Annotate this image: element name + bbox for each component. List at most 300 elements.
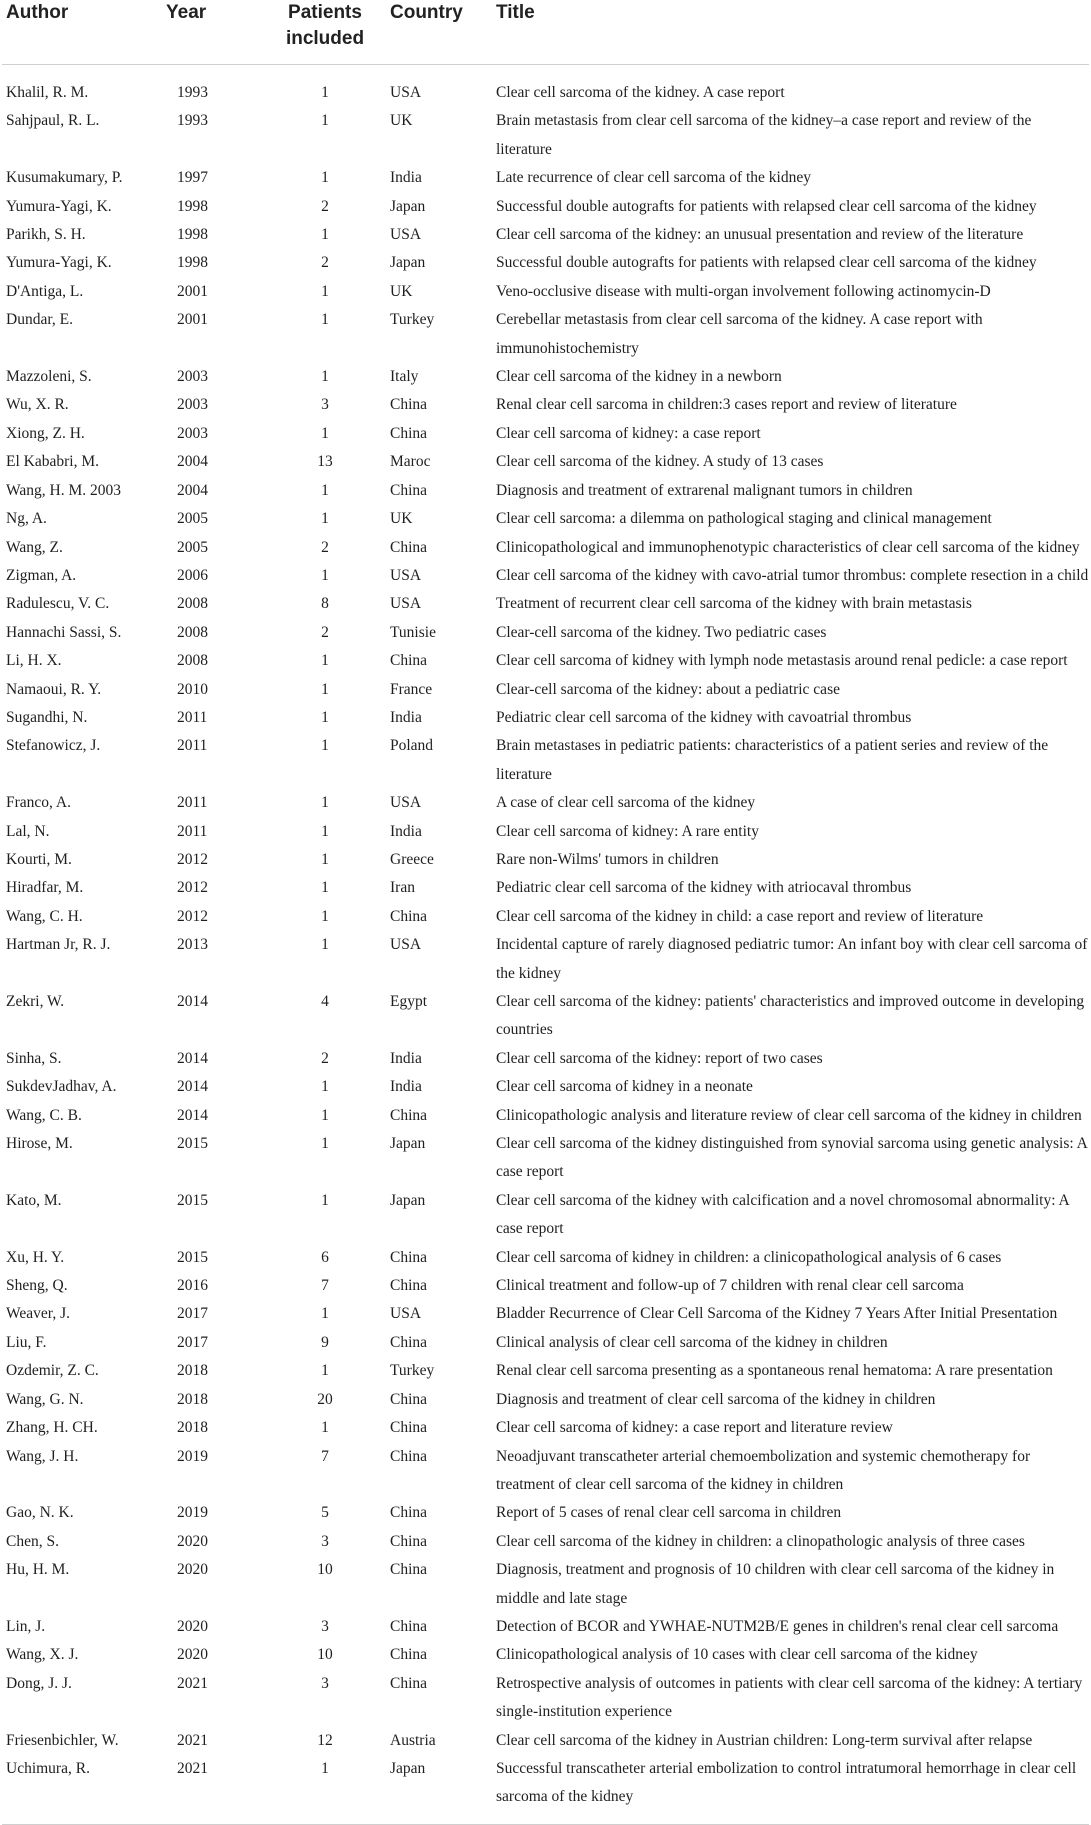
cell-author: Kourti, M. <box>6 850 72 868</box>
cell-patients: 1 <box>321 481 329 499</box>
cell-year: 2014 <box>177 993 208 1010</box>
cell-patients: 1 <box>321 566 329 584</box>
cell-country: USA <box>390 794 422 812</box>
cell-country: France <box>390 680 433 698</box>
table-row <box>2 1300 1089 1328</box>
cell-title: Clear cell sarcoma of kidney in a neonate <box>496 1078 753 1096</box>
table-row <box>2 789 1089 817</box>
table-row <box>2 249 1089 277</box>
cell-author: Li, H. X. <box>6 652 62 670</box>
cell-author: Wang, J. H. <box>6 1447 79 1465</box>
cell-author: Parikh, S. H. <box>6 226 86 244</box>
cell-title: Diagnosis, treatment and prognosis of 10 children with clear cell sarcoma of the kidney in middle and late stage <box>496 1561 1055 1607</box>
table-row <box>2 505 1089 533</box>
cell-patients: 2 <box>321 538 329 556</box>
cell-title: Clear cell sarcoma of the kidney with calcification and a novel chromosomal abnormality: A case report <box>496 1191 1069 1238</box>
table-row <box>2 676 1089 704</box>
cell-year: 2004 <box>177 453 208 471</box>
cell-author: Stefanowicz, J. <box>6 737 101 755</box>
table-body <box>2 65 1089 1825</box>
cell-author: Dong, J. J. <box>6 1674 72 1692</box>
cell-title: Detection of BCOR and YWHAE-NUTM2B/E genes in children's renal clear cell sarcoma <box>496 1617 1059 1635</box>
cell-patients: 20 <box>317 1390 333 1408</box>
cell-author: Gao, N. K. <box>6 1504 74 1522</box>
cell-title: Diagnosis and treatment of clear cell sarcoma of the kidney in children <box>496 1390 936 1408</box>
table-row <box>2 306 1089 363</box>
cell-author: Yumura-Yagi, K. <box>6 197 112 215</box>
cell-title: Clinicopathological and immunophenotypic characteristics of clear cell sarcoma of the kidney <box>496 538 1080 556</box>
cell-country: China <box>390 538 428 556</box>
table-row <box>2 931 1089 988</box>
cell-title: Clear cell sarcoma of the kidney in Austrian children: Long-term survival after relapse <box>496 1731 1033 1749</box>
cell-country: UK <box>390 282 413 300</box>
cell-patients: 3 <box>321 1532 329 1550</box>
cell-patients: 1 <box>321 1362 329 1380</box>
table-row <box>2 1499 1089 1527</box>
cell-title: Veno-occlusive disease with multi-organ involvement following actinomycin-D <box>496 282 991 300</box>
cell-year: 2014 <box>177 1106 208 1124</box>
cell-country: Tunisie <box>390 623 436 641</box>
cell-country: Austria <box>390 1731 436 1749</box>
cell-patients: 7 <box>321 1447 329 1465</box>
cell-country: Japan <box>390 1191 426 1209</box>
cell-country: China <box>390 1419 428 1437</box>
cell-patients: 1 <box>321 368 329 386</box>
table-row <box>2 818 1089 846</box>
cell-title: Clear cell sarcoma of the kidney: report of two cases <box>496 1049 823 1067</box>
cell-year: 2004 <box>177 481 208 499</box>
table-row <box>2 590 1089 618</box>
cell-title: Clear cell sarcoma of kidney: a case report <box>496 424 761 442</box>
cell-patients: 6 <box>321 1248 329 1266</box>
cell-title: Clear cell sarcoma of the kidney. A case report <box>496 84 785 101</box>
cell-year: 1998 <box>177 226 208 244</box>
cell-author: Lin, J. <box>6 1617 46 1635</box>
cell-title: Clear cell sarcoma of kidney with lymph node metastasis around renal pedicle: a case report <box>496 652 1068 670</box>
cell-title: Bladder Recurrence of Clear Cell Sarcoma of the Kidney 7 Years After Initial Presentation <box>496 1305 1058 1323</box>
cell-patients: 3 <box>321 1617 329 1635</box>
cell-patients: 1 <box>321 1135 329 1153</box>
cell-patients: 1 <box>321 1078 329 1096</box>
cell-year: 2018 <box>177 1419 208 1437</box>
cell-year: 2005 <box>177 538 208 556</box>
cell-patients: 1 <box>321 737 329 755</box>
table-header <box>2 0 1089 65</box>
cell-year: 2005 <box>177 510 208 528</box>
cell-country: USA <box>390 84 422 101</box>
table-row <box>2 1755 1089 1824</box>
cell-year: 2018 <box>177 1362 208 1380</box>
cell-author: Namaoui, R. Y. <box>6 680 102 698</box>
cell-year: 2014 <box>177 1078 208 1096</box>
table-row <box>2 1414 1089 1442</box>
table-row <box>2 1641 1089 1669</box>
cell-patients: 3 <box>321 1674 329 1692</box>
cell-author: Yumura-Yagi, K. <box>6 254 112 272</box>
cell-patients: 1 <box>321 794 329 812</box>
cell-author: Franco, A. <box>6 794 72 812</box>
cell-year: 2021 <box>162 1755 264 1824</box>
table-row <box>2 1443 1089 1500</box>
cell-year: 2011 <box>177 822 208 840</box>
cell-patients: 5 <box>321 1504 329 1522</box>
table-row <box>2 1528 1089 1556</box>
cell-patients: 10 <box>317 1561 333 1579</box>
table-row <box>2 1556 1089 1613</box>
cell-title: Clear cell sarcoma of the kidney. A study of 13 cases <box>496 453 824 471</box>
cell-author: Friesenbichler, W. <box>6 1731 119 1749</box>
table-row <box>2 65 1089 108</box>
literature-table <box>2 0 1089 1825</box>
cell-country: China <box>390 1248 428 1266</box>
cell-author: Hartman Jr, R. J. <box>6 936 111 954</box>
cell-author: Chen, S. <box>6 1532 59 1550</box>
cell-country: China <box>390 1106 428 1124</box>
cell-author: Wang, X. J. <box>6 1646 79 1664</box>
cell-title: Late recurrence of clear cell sarcoma of the kidney <box>496 169 811 187</box>
cell-year: 2011 <box>177 794 208 812</box>
cell-author: Wang, C. B. <box>6 1106 82 1124</box>
cell-country: China <box>390 1447 428 1465</box>
cell-country: Greece <box>390 850 434 868</box>
cell-year: 2015 <box>177 1135 208 1153</box>
cell-patients: 1 <box>321 907 329 925</box>
cell-author: Kusumakumary, P. <box>6 169 123 187</box>
cell-year: 2020 <box>177 1532 208 1550</box>
table-row <box>2 732 1089 789</box>
cell-title: Retrospective analysis of outcomes in patients with clear cell sarcoma of the kidney: A tertiary single-institution experience <box>496 1674 1083 1721</box>
table-row <box>2 647 1089 675</box>
cell-title: Clear cell sarcoma: a dilemma on pathological staging and clinical management <box>496 510 992 528</box>
cell-author: Khalil, R. M. <box>6 84 89 101</box>
cell-author: Uchimura, R. <box>2 1755 162 1824</box>
cell-author: Mazzoleni, S. <box>6 368 92 386</box>
header-year: Year <box>162 0 264 65</box>
cell-year: 1998 <box>177 197 208 215</box>
cell-year: 2015 <box>177 1191 208 1209</box>
cell-country: Japan <box>390 197 426 215</box>
cell-patients: 2 <box>321 254 329 272</box>
cell-patients: 10 <box>317 1646 333 1664</box>
cell-title: Report of 5 cases of renal clear cell sarcoma in children <box>496 1504 842 1522</box>
header-country: Country <box>386 0 492 65</box>
cell-title: Clear cell sarcoma of the kidney: an unusual presentation and review of the literature <box>496 226 1024 244</box>
table-row <box>2 1244 1089 1272</box>
cell-author: Wu, X. R. <box>6 396 69 414</box>
cell-author: Ng, A. <box>6 510 47 528</box>
cell-patients: 2 <box>321 623 329 641</box>
cell-year: 2018 <box>177 1390 208 1408</box>
cell-year: 1998 <box>177 254 208 272</box>
table-row <box>2 1357 1089 1385</box>
cell-author: Sinha, S. <box>6 1049 62 1067</box>
cell-year: 2011 <box>177 708 208 726</box>
table-row <box>2 619 1089 647</box>
cell-patients: 1 <box>321 1305 329 1323</box>
cell-author: Zigman, A. <box>6 566 77 584</box>
cell-country: China <box>390 1504 428 1522</box>
cell-country: China <box>390 396 428 414</box>
cell-year: 1993 <box>177 84 208 101</box>
cell-year: 2020 <box>177 1617 208 1635</box>
table-row <box>2 420 1089 448</box>
cell-country: Japan <box>390 1135 426 1153</box>
cell-year: 2020 <box>177 1561 208 1579</box>
cell-author: Zhang, H. CH. <box>6 1419 98 1437</box>
table-row <box>2 1045 1089 1073</box>
cell-title: Cerebellar metastasis from clear cell sarcoma of the kidney. A case report with immunohistochemistry <box>496 311 983 357</box>
cell-author: Hu, H. M. <box>6 1561 70 1579</box>
cell-country: USA <box>390 595 422 613</box>
cell-title: Clear cell sarcoma of the kidney with cavo-atrial tumor thrombus: complete resection in a child <box>496 566 1089 584</box>
cell-title: Renal clear cell sarcoma in children:3 cases report and review of literature <box>496 396 957 414</box>
cell-title: Clear cell sarcoma of the kidney in a newborn <box>496 368 782 386</box>
cell-title: Clear cell sarcoma of the kidney in children: a clinopathologic analysis of three cases <box>496 1532 1025 1550</box>
cell-country: Iran <box>390 879 415 897</box>
cell-year: 2016 <box>177 1277 208 1295</box>
cell-author: D'Antiga, L. <box>6 282 84 300</box>
cell-patients: 12 <box>317 1731 333 1749</box>
cell-patients: 1 <box>321 112 329 130</box>
cell-country: Egypt <box>390 993 428 1010</box>
cell-author: Lal, N. <box>6 822 50 840</box>
table-row <box>2 1329 1089 1357</box>
cell-year: 2003 <box>177 424 208 442</box>
cell-year: 2017 <box>177 1305 208 1323</box>
cell-patients: 1 <box>321 282 329 300</box>
cell-author: Hannachi Sassi, S. <box>6 623 122 641</box>
cell-country: China <box>390 1617 428 1635</box>
table-row <box>2 1187 1089 1244</box>
cell-author: Wang, Z. <box>6 538 63 556</box>
cell-title: Successful transcatheter arterial embolization to control intratumoral hemorrhage in clear cell sarcoma of the kidney <box>492 1755 1089 1824</box>
cell-title: Successful double autografts for patients with relapsed clear cell sarcoma of the kidney <box>496 254 1037 272</box>
cell-patients: 4 <box>321 993 329 1010</box>
cell-patients: 8 <box>321 595 329 613</box>
cell-country: China <box>390 1674 428 1692</box>
cell-patients: 7 <box>321 1277 329 1295</box>
cell-patients: 1 <box>321 424 329 442</box>
cell-country: USA <box>390 226 422 244</box>
table-row <box>2 562 1089 590</box>
cell-country: USA <box>390 1305 422 1323</box>
cell-title: Rare non-Wilms' tumors in children <box>496 850 719 868</box>
cell-title: A case of clear cell sarcoma of the kidney <box>496 794 756 812</box>
cell-year: 2003 <box>177 368 208 386</box>
cell-year: 2008 <box>177 623 208 641</box>
cell-patients: 1 <box>321 311 329 329</box>
cell-country: Italy <box>390 368 419 386</box>
cell-title: Incidental capture of rarely diagnosed pediatric tumor: An infant boy with clear cell sarcoma of the kidney <box>496 936 1088 982</box>
table-row <box>2 107 1089 164</box>
header-author: Author <box>2 0 162 65</box>
cell-country: China <box>390 1277 428 1295</box>
table-row <box>2 193 1089 221</box>
cell-patients: 1 <box>321 510 329 528</box>
cell-country: Poland <box>390 737 434 755</box>
cell-patients: 1 <box>264 1755 386 1824</box>
cell-year: 2012 <box>177 879 208 897</box>
cell-patients: 3 <box>321 396 329 414</box>
cell-country: UK <box>390 510 413 528</box>
cell-country: China <box>390 1646 428 1664</box>
cell-country: India <box>390 1049 422 1067</box>
cell-title: Clear cell sarcoma of the kidney distinguished from synovial sarcoma using genetic analysis: A case report <box>496 1135 1088 1181</box>
cell-title: Clinical analysis of clear cell sarcoma of the kidney in children <box>496 1333 888 1351</box>
cell-patients: 1 <box>321 708 329 726</box>
table-row <box>2 1386 1089 1414</box>
cell-patients: 2 <box>321 1049 329 1067</box>
table-row <box>2 477 1089 505</box>
cell-title: Diagnosis and treatment of extrarenal malignant tumors in children <box>496 481 913 499</box>
cell-year: 2020 <box>177 1646 208 1664</box>
cell-title: Clinical treatment and follow-up of 7 children with renal clear cell sarcoma <box>496 1277 964 1295</box>
cell-patients: 1 <box>321 1106 329 1124</box>
cell-patients: 1 <box>321 850 329 868</box>
cell-title: Clear cell sarcoma of kidney in children: a clinicopathological analysis of 6 cases <box>496 1248 1002 1266</box>
cell-author: Xu, H. Y. <box>6 1248 65 1266</box>
table-row <box>2 448 1089 476</box>
cell-patients: 1 <box>321 652 329 670</box>
cell-author: Wang, C. H. <box>6 907 83 925</box>
cell-author: Wang, G. N. <box>6 1390 84 1408</box>
cell-author: Sugandhi, N. <box>6 708 88 726</box>
cell-author: Sahjpaul, R. L. <box>6 112 100 130</box>
cell-year: 1997 <box>177 169 208 187</box>
table-row <box>2 391 1089 419</box>
table-row <box>2 704 1089 732</box>
cell-year: 2021 <box>177 1674 208 1692</box>
table-row <box>2 164 1089 192</box>
cell-author: El Kababri, M. <box>6 453 99 471</box>
cell-title: Pediatric clear cell sarcoma of the kidney with atriocaval thrombus <box>496 879 912 897</box>
cell-title: Clear-cell sarcoma of the kidney: about a pediatric case <box>496 680 840 698</box>
table-row <box>2 1613 1089 1641</box>
cell-title: Brain metastasis from clear cell sarcoma of the kidney–a case report and review of the literature <box>496 112 1032 158</box>
table-row <box>2 534 1089 562</box>
cell-country: Japan <box>386 1755 492 1824</box>
cell-country: China <box>390 1532 428 1550</box>
cell-author: Kato, M. <box>6 1191 62 1209</box>
cell-year: 2014 <box>177 1049 208 1067</box>
cell-country: China <box>390 652 428 670</box>
cell-title: Clinicopathological analysis of 10 cases with clear cell sarcoma of the kidney <box>496 1646 978 1664</box>
table-row <box>2 988 1089 1045</box>
cell-country: Maroc <box>390 453 431 471</box>
cell-country: India <box>390 708 422 726</box>
header-title: Title <box>492 0 1089 65</box>
cell-author: Dundar, E. <box>6 311 73 329</box>
cell-title: Pediatric clear cell sarcoma of the kidney with cavoatrial thrombus <box>496 708 912 726</box>
cell-patients: 1 <box>321 680 329 698</box>
table-row <box>2 1130 1089 1187</box>
cell-title: Clear-cell sarcoma of the kidney. Two pediatric cases <box>496 623 827 641</box>
cell-country: India <box>390 822 422 840</box>
cell-author: Sheng, Q. <box>6 1277 68 1295</box>
cell-country: UK <box>390 112 413 130</box>
cell-country: China <box>390 481 428 499</box>
table-row <box>2 1727 1089 1755</box>
cell-title: Clinicopathologic analysis and literature review of clear cell sarcoma of the kidney in children <box>496 1106 1082 1124</box>
table-row <box>2 874 1089 902</box>
cell-title: Clear cell sarcoma of kidney: a case report and literature review <box>496 1419 893 1437</box>
cell-patients: 2 <box>321 197 329 215</box>
cell-author: SukdevJadhav, A. <box>6 1078 117 1096</box>
table-row <box>2 903 1089 931</box>
cell-author: Ozdemir, Z. C. <box>6 1362 99 1380</box>
cell-author: Hiradfar, M. <box>6 879 84 897</box>
table-row <box>2 1073 1089 1101</box>
cell-year: 2001 <box>177 311 208 329</box>
cell-patients: 9 <box>321 1333 329 1351</box>
cell-country: USA <box>390 566 422 584</box>
cell-author: Hirose, M. <box>6 1135 73 1153</box>
cell-patients: 1 <box>321 84 329 101</box>
cell-title: Clear cell sarcoma of the kidney in child: a case report and review of literature <box>496 907 984 925</box>
cell-patients: 1 <box>321 1419 329 1437</box>
cell-year: 2019 <box>177 1504 208 1522</box>
cell-patients: 1 <box>321 226 329 244</box>
cell-country: China <box>390 1561 428 1579</box>
cell-author: Liu, F. <box>6 1333 47 1351</box>
cell-patients: 1 <box>321 936 329 954</box>
cell-author: Radulescu, V. C. <box>6 595 110 613</box>
cell-year: 2012 <box>177 850 208 868</box>
header-row <box>2 0 1089 65</box>
cell-title: Clear cell sarcoma of the kidney: patients' characteristics and improved outcome in developing countries <box>496 993 1085 1039</box>
cell-year: 2021 <box>177 1731 208 1749</box>
cell-patients: 1 <box>321 1191 329 1209</box>
table-row <box>2 846 1089 874</box>
cell-patients: 13 <box>317 453 333 471</box>
cell-author: Zekri, W. <box>6 993 65 1010</box>
cell-title: Renal clear cell sarcoma presenting as a spontaneous renal hematoma: A rare presentation <box>496 1362 1053 1380</box>
cell-country: China <box>390 424 428 442</box>
cell-year: 2012 <box>177 907 208 925</box>
table-row <box>2 1670 1089 1727</box>
cell-country: Turkey <box>390 1362 435 1380</box>
cell-year: 2008 <box>177 652 208 670</box>
cell-country: India <box>390 1078 422 1096</box>
cell-country: USA <box>390 936 422 954</box>
table-row <box>2 1102 1089 1130</box>
cell-year: 2011 <box>177 737 208 755</box>
cell-country: Turkey <box>390 311 435 329</box>
cell-year: 2015 <box>177 1248 208 1266</box>
table-row <box>2 278 1089 306</box>
cell-year: 1993 <box>177 112 208 130</box>
cell-title: Neoadjuvant transcatheter arterial chemoembolization and systemic chemotherapy for treatment of clear cell sarcoma of the kidney in children <box>496 1447 1031 1493</box>
cell-title: Treatment of recurrent clear cell sarcoma of the kidney with brain metastasis <box>496 595 972 613</box>
cell-year: 2003 <box>177 396 208 414</box>
cell-title: Successful double autografts for patients with relapsed clear cell sarcoma of the kidney <box>496 197 1037 215</box>
cell-patients: 1 <box>321 822 329 840</box>
cell-year: 2017 <box>177 1333 208 1351</box>
cell-year: 2001 <box>177 282 208 300</box>
cell-year: 2008 <box>177 595 208 613</box>
cell-country: China <box>390 1333 428 1351</box>
cell-year: 2010 <box>177 680 208 698</box>
cell-title: Clear cell sarcoma of kidney: A rare entity <box>496 822 759 840</box>
cell-year: 2013 <box>177 936 208 954</box>
cell-author: Wang, H. M. 2003 <box>6 481 121 499</box>
cell-author: Weaver, J. <box>6 1305 70 1323</box>
cell-year: 2019 <box>177 1447 208 1465</box>
cell-country: China <box>390 907 428 925</box>
table-row <box>2 221 1089 249</box>
cell-patients: 1 <box>321 879 329 897</box>
cell-year: 2006 <box>177 566 208 584</box>
